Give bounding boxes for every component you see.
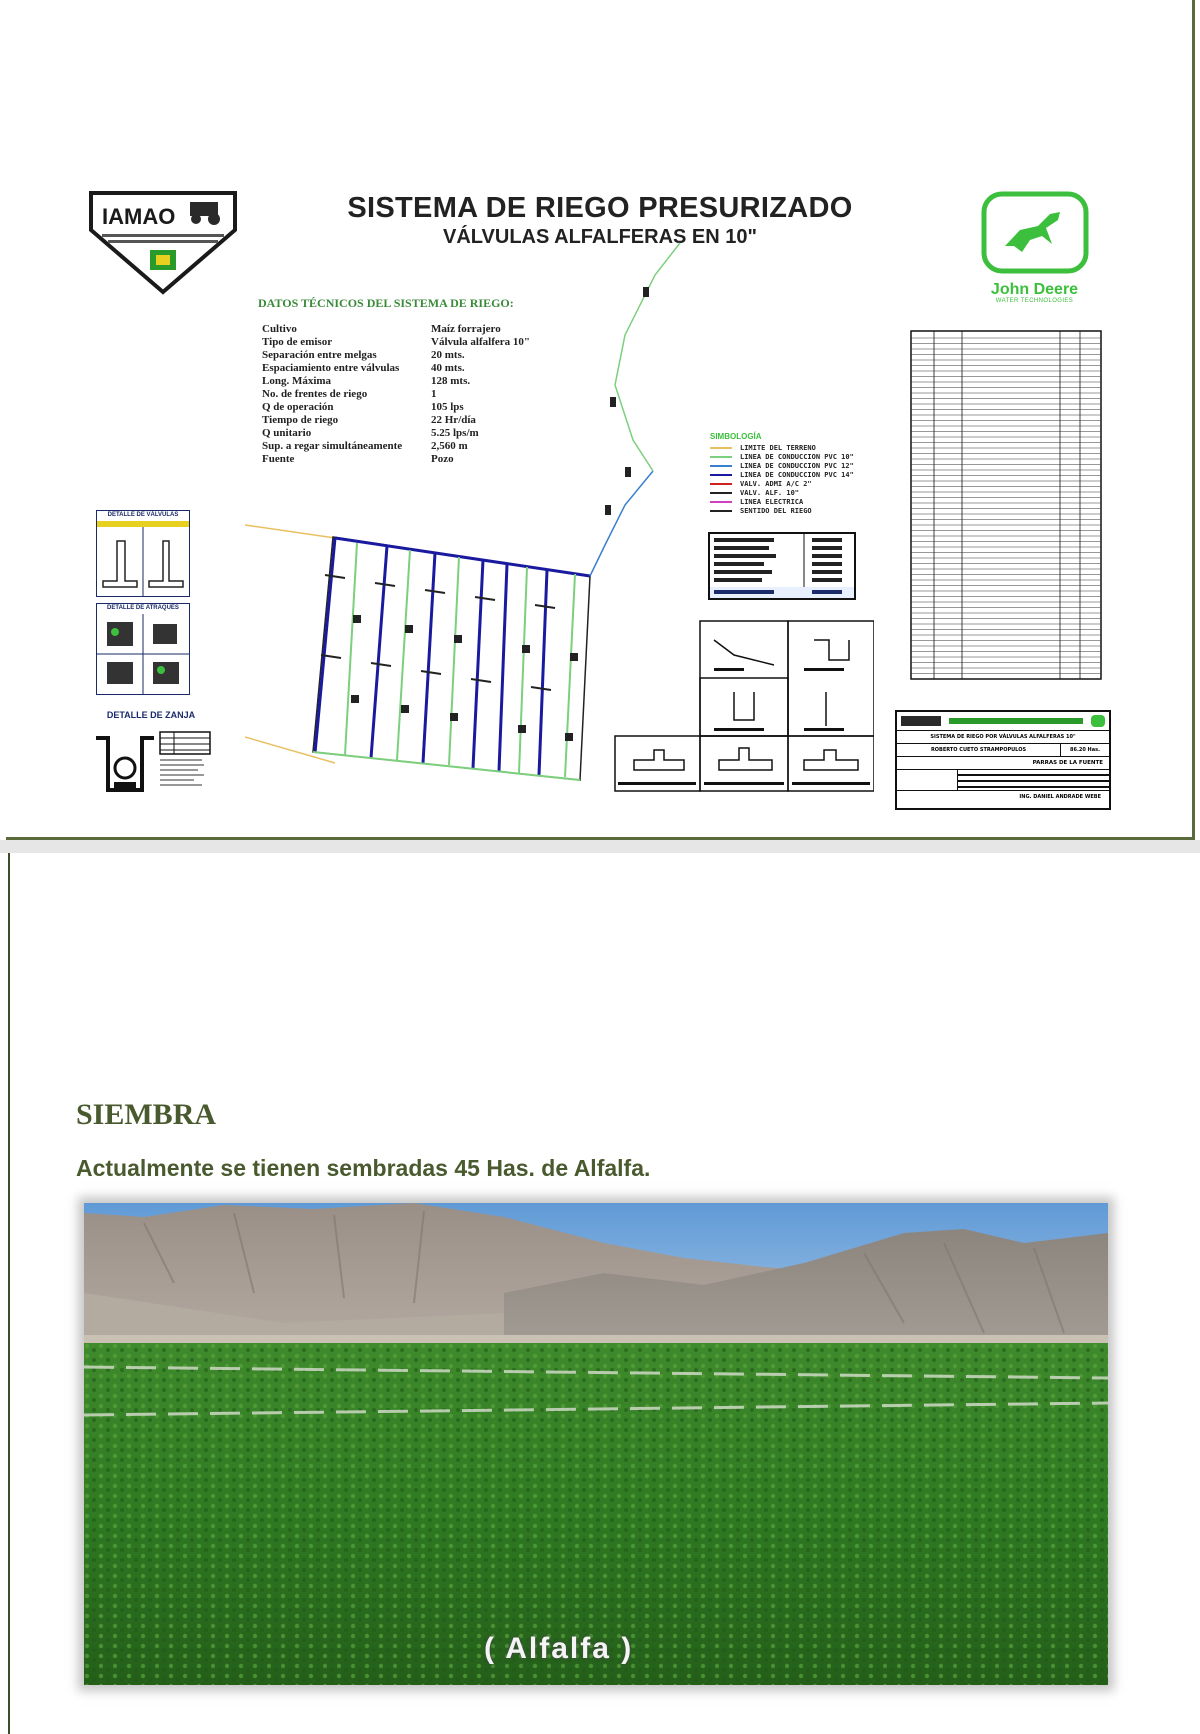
- legend-swatch: [710, 465, 732, 467]
- detalles-drawings: [614, 620, 874, 792]
- legend-swatch: [710, 501, 732, 503]
- datos-key: Fuente: [262, 453, 295, 465]
- datos-value: 1: [431, 388, 437, 400]
- simbologia-label: LIMITE DEL TERRENO: [740, 443, 816, 452]
- detalle-zanja: [94, 728, 214, 794]
- alfalfa-field-photo: [84, 1203, 1108, 1685]
- detalle-valvulas: [96, 510, 190, 597]
- plan-title-block: [895, 710, 1111, 810]
- simbologia-item: [710, 488, 854, 497]
- datos-value: 5.25 lps/m: [431, 427, 479, 439]
- datos-value: 40 mts.: [431, 362, 465, 374]
- simbologia-item: [710, 461, 854, 470]
- siembra-title: SIEMBRA: [76, 1098, 217, 1131]
- simbologia-label: SENTIDO DEL RIEGO: [740, 506, 812, 515]
- simbologia-item: [710, 497, 854, 506]
- datos-key: Sup. a regar simultáneamente: [262, 440, 403, 452]
- datos-value: 2,560 m: [431, 440, 468, 452]
- detalle-atraques: [96, 603, 190, 695]
- legend-swatch: [710, 447, 732, 449]
- simbologia-label: VALV. ADMI A/C 2": [740, 479, 812, 488]
- plan-title: SISTEMA DE RIEGO PRESURIZADO: [347, 192, 853, 224]
- datos-key: Long. Máxima: [262, 375, 332, 387]
- datos-key: Tipo de emisor: [262, 336, 333, 348]
- datos-value: Válvula alfalfera 10": [431, 336, 530, 348]
- datos-key: Cultivo: [262, 323, 297, 335]
- simbologia-title: SIMBOLOGÍA: [710, 432, 762, 441]
- simbologia-label: VALV. ALF. 10": [740, 488, 800, 497]
- datos-value: 128 mts.: [431, 375, 471, 387]
- photo-caption: ( Alfalfa ): [484, 1632, 634, 1665]
- simbologia-item: [710, 479, 854, 488]
- title-block-engineer: ING. DANIEL ANDRADE WEBE: [1019, 794, 1101, 800]
- legend-swatch: [710, 492, 732, 494]
- iamao-logo-text: IAMAO: [102, 204, 176, 229]
- john-deere-subtitle: WATER TECHNOLOGIES: [995, 298, 1074, 304]
- datos-key: Tiempo de riego: [262, 414, 339, 426]
- datos-key: Espaciamiento entre válvulas: [262, 362, 400, 374]
- detalle-valvulas-label: DETALLE DE VÁLVULAS: [107, 512, 179, 518]
- detalle-atraques-label: DETALLE DE ATRAQUES: [107, 605, 179, 611]
- iamao-logo: [88, 190, 238, 300]
- datos-value: Pozo: [431, 453, 454, 465]
- simbologia-item: [710, 470, 854, 479]
- simbologia-item: [710, 443, 854, 452]
- datos-key: Separación entre melgas: [262, 349, 377, 361]
- simbologia-item: [710, 506, 854, 515]
- datos-key: No. de frentes de riego: [262, 388, 368, 400]
- plan-subtitle: VÁLVULAS ALFALFERAS EN 10": [443, 226, 757, 248]
- legend-swatch: [710, 510, 732, 512]
- title-block-area: 86.20 Has.: [1060, 744, 1109, 756]
- title-block-place: PARRAS DE LA FUENTE: [897, 757, 1109, 770]
- pressure-table: [708, 532, 856, 600]
- simbologia-item: [710, 452, 854, 461]
- detalle-zanja-label: DETALLE DE ZANJA: [106, 710, 196, 720]
- datos-value: Maíz forrajero: [431, 323, 501, 335]
- datos-value: 22 Hr/día: [431, 414, 476, 426]
- siembra-text: Actualmente se tienen sembradas 45 Has. de Alfalfa.: [76, 1155, 651, 1181]
- datos-key: Q unitario: [262, 427, 312, 439]
- materials-list-table: [910, 330, 1102, 680]
- simbologia-label: LINEA DE CONDUCCION PVC 10": [740, 452, 854, 461]
- legend-swatch: [710, 456, 732, 458]
- page-gap: [0, 840, 1200, 853]
- title-block-system: SISTEMA DE RIEGO POR VÁLVULAS ALFALFERAS 10": [897, 731, 1109, 744]
- simbologia-label: LINEA DE CONDUCCION PVC 12": [740, 461, 854, 470]
- datos-value: 20 mts.: [431, 349, 465, 361]
- datos-value: 105 lps: [431, 401, 464, 413]
- legend-swatch: [710, 474, 732, 476]
- john-deere-name: John Deere: [990, 281, 1079, 298]
- john-deere-logo: [972, 190, 1097, 304]
- simbologia-label: LINEA ELECTRICA: [740, 497, 804, 506]
- legend-swatch: [710, 483, 732, 485]
- datos-key: Q de operación: [262, 401, 334, 413]
- simbologia-legend: [710, 432, 854, 515]
- simbologia-label: LINEA DE CONDUCCION PVC 14": [740, 470, 854, 479]
- datos-tecnicos-title: DATOS TÉCNICOS DEL SISTEMA DE RIEGO:: [258, 296, 514, 310]
- title-block-owner: ROBERTO CUETO STRAMPOPULOS: [930, 747, 1027, 753]
